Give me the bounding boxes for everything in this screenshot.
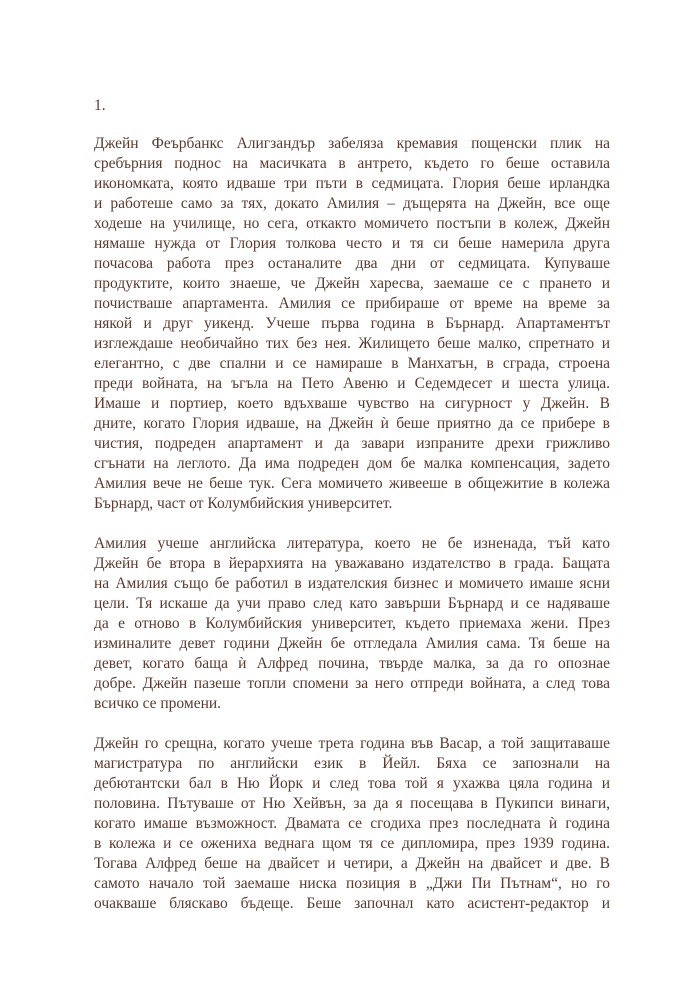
text-line: Амилия учеше английска литература, което не бе изненада, тъй като — [94, 535, 610, 552]
text-line: и работеше само за тях, докато Амилия – дъщерята на Джейн, все още — [94, 195, 610, 212]
text-line: Джейн го срещна, когато учеше трета година във Васар, а той защитаваше — [94, 735, 610, 752]
text-line: сребърния поднос на масичката в антрето, където го беше оставила — [94, 155, 610, 172]
text-line: Имаше и портиер, което вдъхваше чувство на сигурност у Джейн. В — [94, 395, 610, 412]
text-line: нямаше нужда от Глория толкова често и тя си беше намерила друга — [94, 235, 610, 252]
text-line: да е отново в Колумбийския университет, където приемаха жени. През — [94, 615, 610, 632]
text-line: почасова работа през останалите два дни от седмицата. Купуваше — [94, 255, 610, 272]
text-line: елегантно, с две спални и се намираше в Манхатън, в сграда, строена — [94, 355, 610, 372]
text-line: девет, когато баща ѝ Алфред почина, твърде малка, за да го опознае — [94, 655, 610, 672]
text-line: цели. Тя искаше да учи право след като завърши Бърнард и се надяваше — [94, 595, 610, 612]
text-line: изминалите девет години Джейн бе отгледала Амилия сама. Тя беше на — [94, 635, 610, 652]
text-line: в колежа и се ожениха веднага щом тя се дипломира, през 1939 година. — [94, 835, 610, 852]
text-line: Бърнард, част от Колумбийския университет. — [94, 495, 393, 512]
text-line: изглеждаше необичайно тих без нея. Жилището беше малко, спретнато и — [94, 335, 610, 352]
text-line: на Амилия също бе работил в издателския бизнес и момичето имаше ясни — [94, 575, 610, 592]
text-line: някой и друг уикенд. Учеше първа година в Бърнард. Апартаментът — [94, 315, 610, 332]
text-line: икономката, която идваше три пъти в седмицата. Глория беше ирландка — [94, 175, 610, 192]
text-line: ходеше на училище, но сега, откакто момичето постъпи в колеж, Джейн — [94, 215, 610, 232]
text-line: сгънати на леглото. Да има подреден дом бе малка компенсация, задето — [94, 455, 610, 472]
text-line: всичко се промени. — [94, 695, 222, 712]
chapter-number: 1. — [94, 97, 106, 114]
text-line: почистваше апартамента. Амилия се прибираше от време на време за — [94, 295, 610, 312]
paragraph — [94, 734, 610, 914]
text-line: продуктите, които знаеше, че Джейн харесва, заемаше се с прането и — [94, 275, 610, 292]
chapter-body — [94, 134, 610, 934]
text-line: добре. Джейн пазеше топли спомени за него отпреди войната, а след това — [94, 675, 610, 692]
text-line: самото начало той заемаше ниска позиция в „Джи Пи Пътнам“, но го — [94, 875, 610, 892]
text-line: Амилия вече не беше тук. Сега момичето живееше в общежитие в колежа — [94, 475, 610, 492]
text-line: половина. Пътуваше от Ню Хейвън, за да я посещава в Пукипси винаги, — [94, 795, 610, 812]
text-line: очакваше бляскаво бъдеще. Беше започнал като асистент-редактор и — [94, 895, 610, 912]
text-line: чистия, подреден апартамент и да завари изпраните дрехи грижливо — [94, 435, 610, 452]
paragraph — [94, 134, 610, 514]
text-line: Тогава Алфред беше на двайсет и четири, а Джейн на двайсет и две. В — [94, 855, 610, 872]
text-line: дебютантски бал в Ню Йорк и след това той я ухажва цяла година и — [94, 775, 610, 792]
text-line: Джейн Феърбанкс Алигзандър забеляза кремавия пощенски плик на — [94, 135, 610, 152]
text-line: магистратура по английски език в Йейл. Бяха се запознали на — [94, 755, 610, 772]
paragraph — [94, 534, 610, 714]
text-line: Джейн бе втора в йерархията на уважавано издателство в града. Бащата — [94, 555, 610, 572]
text-line: дните, когато Глория идваше, на Джейн ѝ беше приятно да се прибере в — [94, 415, 610, 432]
text-line: преди войната, на ъгъла на Пето Авеню и Седемдесет и шеста улица. — [94, 375, 610, 392]
text-line: когато имаше възможност. Двамата се сгодиха през последната ѝ година — [94, 815, 610, 832]
